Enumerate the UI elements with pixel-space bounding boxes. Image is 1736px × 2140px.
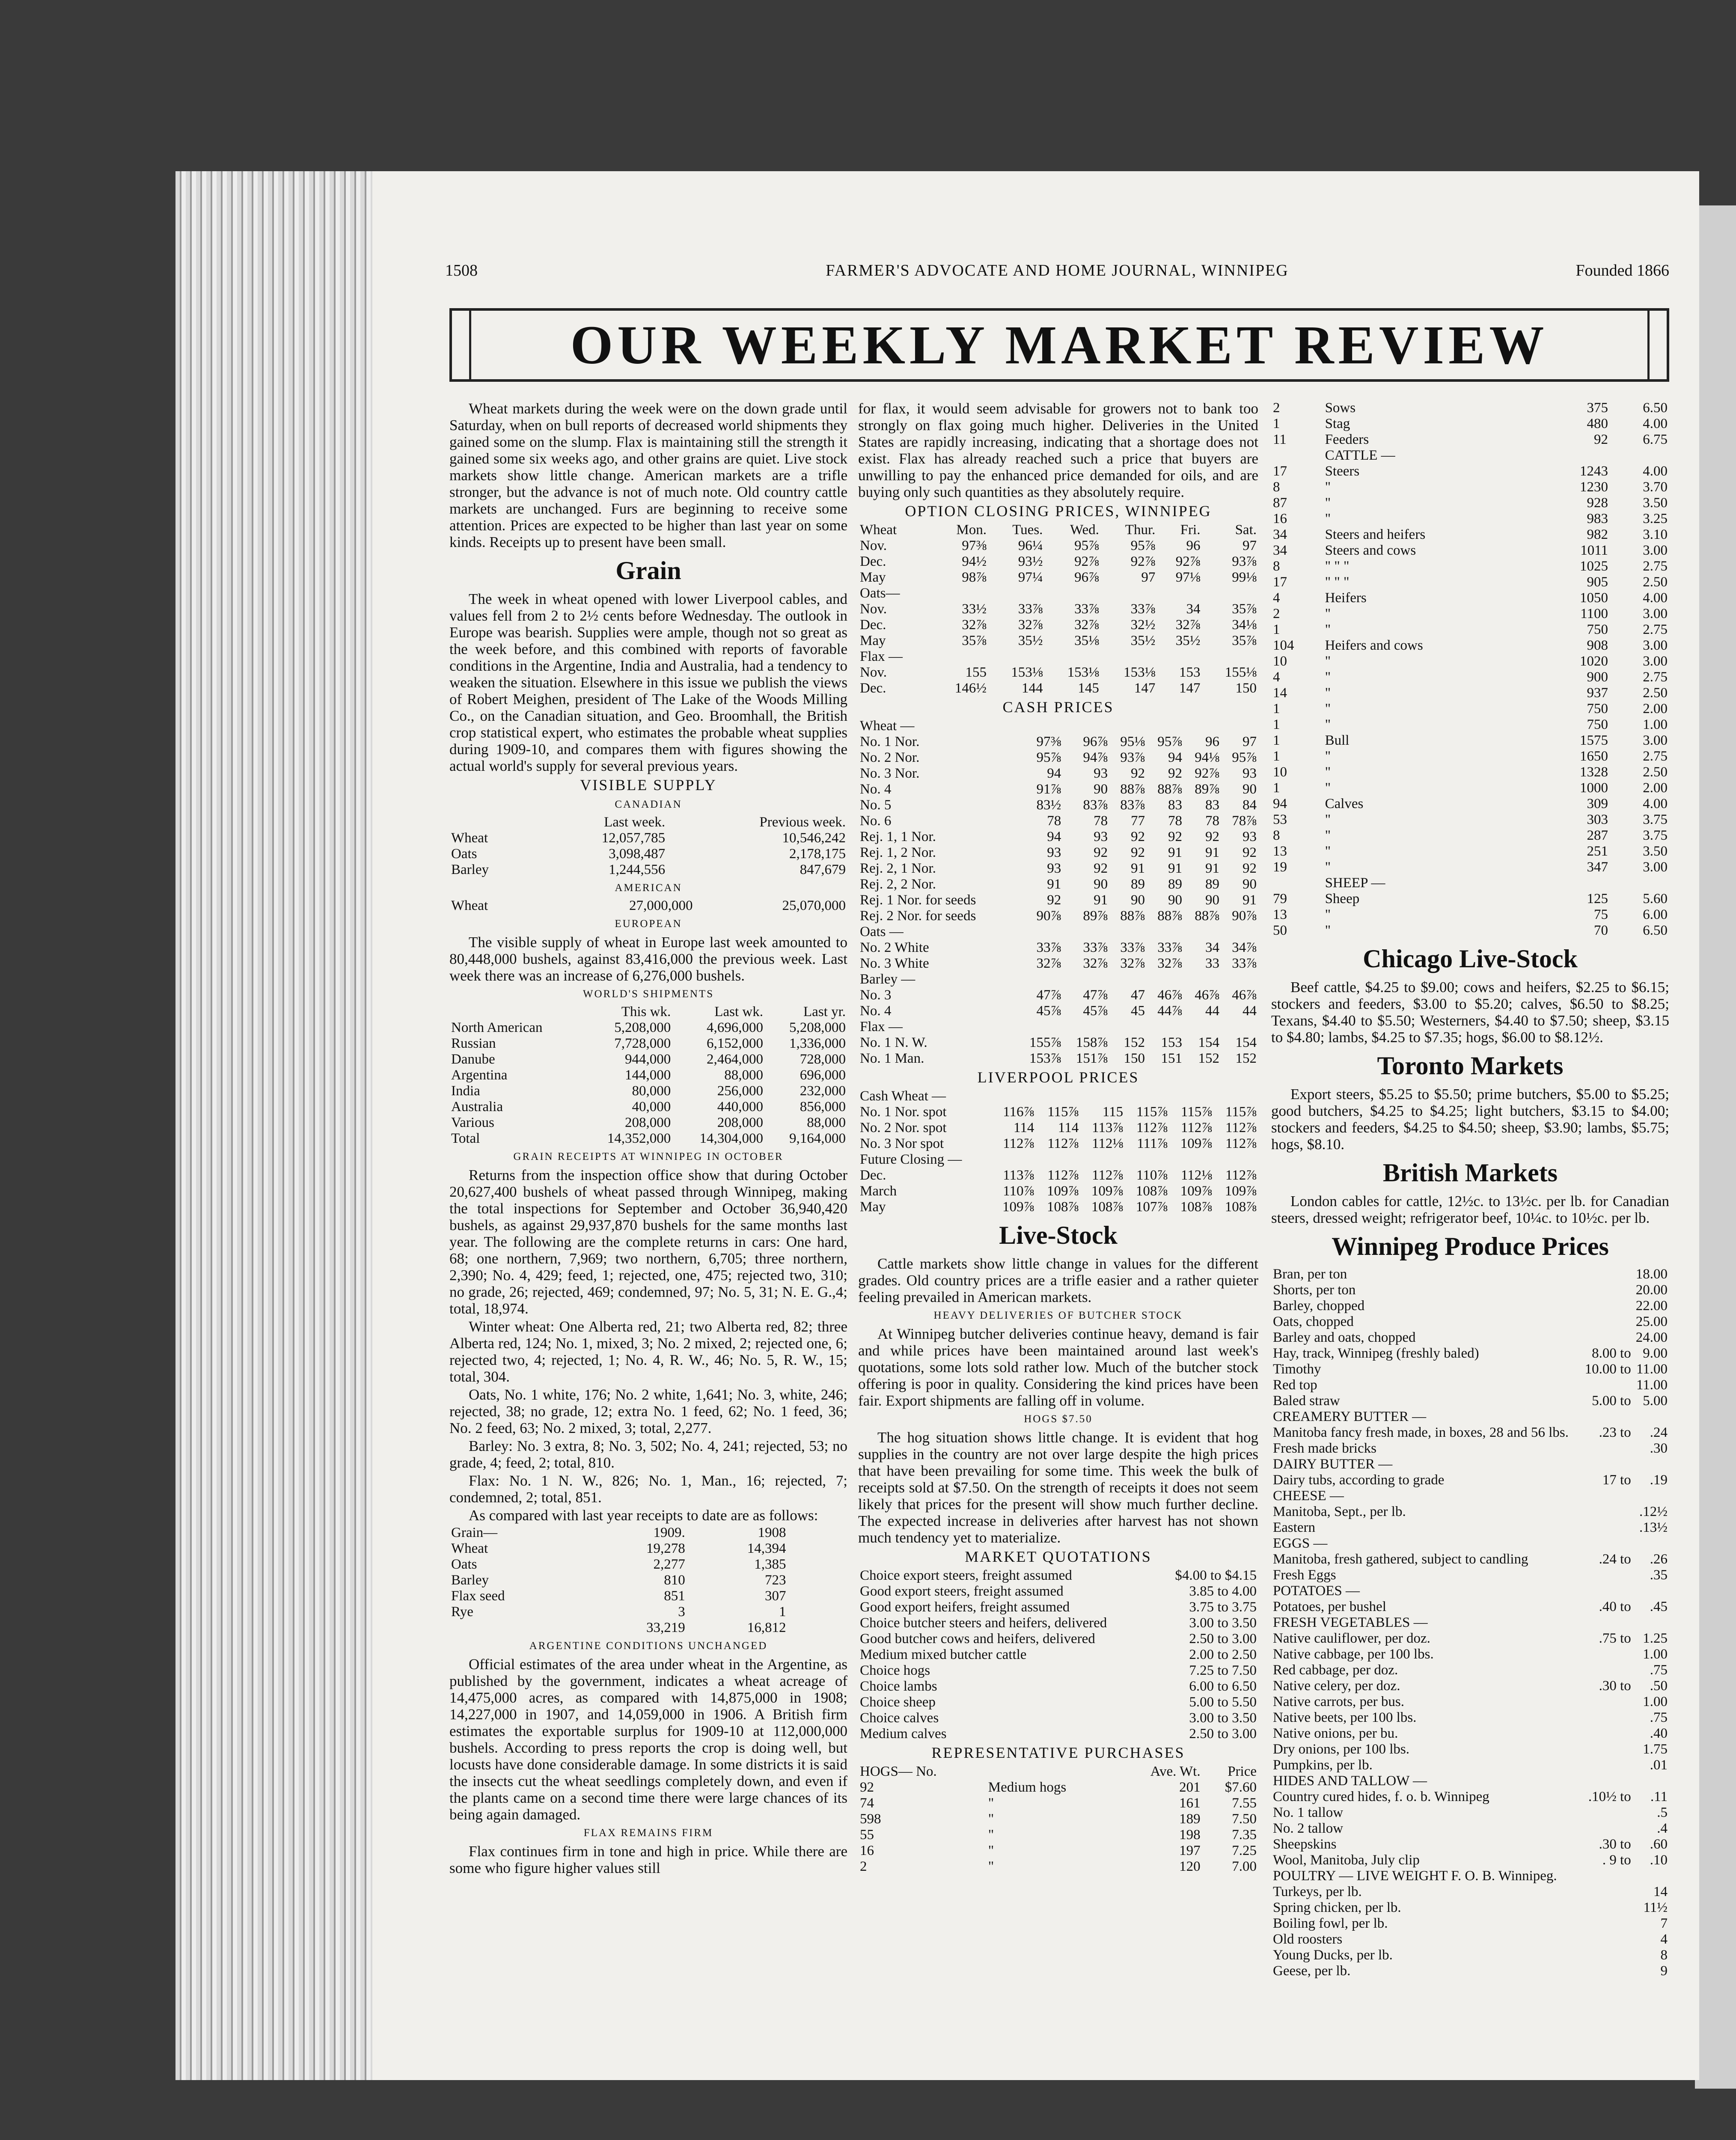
table-row: Oats — — [860, 924, 904, 939]
hogs-label: HOGS $7.50 — [1024, 1413, 1093, 1425]
grain-heading: Grain — [615, 556, 681, 585]
table-row: 4 " 900 2.75 — [1273, 669, 1668, 685]
table-row: Oats, chopped 25.00 — [1273, 1314, 1668, 1329]
table-row: No. 4 91⅞ 90 88⅞ 88⅞ 89⅞ 90 — [860, 782, 1257, 797]
table-row: 79 Sheep 125 5.60 — [1273, 891, 1668, 907]
table-row: Turkeys, per lb. 14 — [1273, 1884, 1668, 1899]
table-row: Future Closing — — [860, 1152, 962, 1167]
running-title: FARMER'S ADVOCATE AND HOME JOURNAL, WINNIPEG — [826, 262, 1289, 279]
table-row: 10 " 1328 2.50 — [1273, 764, 1668, 780]
compared-paragraph: As compared with last year receipts to date are as follows: — [469, 1507, 818, 1524]
table-row: May 109⅞ 108⅞ 108⅞ 107⅞ 108⅞ 108⅞ — [860, 1199, 1257, 1215]
oats-paragraph: Oats, No. 1 white, 176; No. 2 white, 1,641; No. 3, white, 246; rejected, 38; no grade, 12; extra No. 1 feed, 62; No. 1 feed, 36; No. 2 feed, 63; No. 2 mixed, 3; total, 2,277. — [449, 1386, 847, 1436]
british-heading: British Markets — [1382, 1159, 1558, 1187]
table-row: 1 Stag 480 4.00 — [1273, 416, 1668, 431]
table-row: SHEEP — — [1325, 875, 1385, 891]
table-row: No. 2 Nor. spot 114 114 113⅞ 112⅞ 112⅞ 112⅞ — [860, 1120, 1257, 1135]
world-shipments-table: This wk. Last wk. Last yr. North American 5,208,000 4,696,000 5,208,000 Russian 7,728,000 6,152,000 1,336,000 Danube 944,000 2,464,000 728,000 Argentina 144,000 88,000 696,000 India 80,000 256,000 232,000 Australia 40,000 440,000 856,000 Various 208,000 208,000 88,000 Total 14,352,000 14,304,000 9,164,000 — [449, 1004, 847, 1147]
table-row: India 80,000 256,000 232,000 — [451, 1083, 846, 1099]
table-row: 1 " 750 2.00 — [1273, 701, 1668, 716]
table-row: CATTLE — — [1325, 448, 1395, 463]
table-row: Native cabbage, per 100 lbs. 1.00 — [1273, 1647, 1668, 1662]
argentine-paragraph: Official estimates of the area under wheat in the Argentine, as published by the government, indicates a wheat acreage of 14,475,000 acres, as compared with 14,875,000 in 1908; 14,227,000 in 1907, and 14,059,000 in 1906. A British firm estimates the exportable surplus for 1909-10 at 112,000,000 bushels. According to press reports the crop is doing well, but locusts have done considerable damage. In some districts it is said the insects cut the wheat seedlings completely down, and even if the plants came on a second time there were large chances of its being again damaged. — [449, 1656, 847, 1823]
table-row: Rye 3 1 — [451, 1604, 786, 1620]
table-row: Sheepskins .30 to .60 — [1273, 1837, 1668, 1852]
table-row: Spring chicken, per lb. 11½ — [1273, 1900, 1668, 1915]
produce-prices-table — [1271, 1266, 1669, 1979]
table-row: 94 Calves 309 4.00 — [1273, 796, 1668, 811]
barley-paragraph: Barley: No. 3 extra, 8; No. 3, 502; No. 4, 241; rejected, 53; no grade, 4; feed, 2; total, 810. — [449, 1438, 847, 1471]
flax-paragraph: Flax: No. 1 N. W., 826; No. 1, Man., 16; rejected, 7; condemned, 2; total, 851. — [449, 1472, 847, 1506]
grain-paragraph: The week in wheat opened with lower Liverpool cables, and values fell from 2 to 2½ cents before Wednesday. The outlook in Europe was bearish. Supplies were ample, though not so great as the week before, and this combined with reports of favorable conditions in the Argentine, India and Australia, had a tendency to weaken the situation. Elsewhere in this issue we publish the views of Robert Meighen, president of The Lake of the Woods Milling Co., on the Canadian situation, and Geo. Broomhall, the British crop statistical expert, who estimates the probable wheat supplies during 1909-10, and compares them with figures showing the actual world's supply for several previous years. — [449, 591, 847, 774]
column-1 — [449, 400, 847, 1878]
table-row: 8 " 287 3.75 — [1273, 828, 1668, 843]
table-row: Wool, Manitoba, July clip . 9 to .10 — [1273, 1852, 1668, 1868]
table-row: CHEESE — — [1273, 1488, 1344, 1504]
livestock-heading: Live-Stock — [999, 1221, 1118, 1249]
american-label: AMERICAN — [615, 882, 682, 894]
table-row: May 35⅞ 35½ 35⅛ 35½ 35½ 35⅞ — [860, 633, 1257, 648]
table-row: 14 " 937 2.50 — [1273, 685, 1668, 701]
table-row: Flax — — [860, 1019, 903, 1034]
table-row: Native carrots, per bus. 1.00 — [1273, 1694, 1668, 1709]
page-title: OUR WEEKLY MARKET REVIEW — [570, 315, 1549, 375]
table-row: Dry onions, per 100 lbs. 1.75 — [1273, 1742, 1668, 1757]
table-row: Dec. 113⅞ 112⅞ 112⅞ 110⅞ 112⅛ 112⅞ — [860, 1168, 1257, 1183]
table-row: No. 1 N. W. 155⅞ 158⅞ 152 153 154 154 — [860, 1035, 1257, 1050]
cash-prices-heading: CASH PRICES — [1002, 698, 1114, 716]
table-row: FRESH VEGETABLES — — [1273, 1615, 1428, 1630]
table-row: Choice butcher steers and heifers, delivered 3.00 to 3.50 — [860, 1615, 1257, 1631]
table-row: Rej. 1, 2 Nor. 93 92 92 91 91 92 — [860, 845, 1257, 860]
table-row: 1 " 1650 2.75 — [1273, 749, 1668, 764]
table-row: Dairy tubs, according to grade 17 to .19 — [1273, 1472, 1668, 1488]
table-total-row: 33,219 16,812 — [646, 1620, 786, 1635]
table-row: Wheat — — [860, 718, 915, 734]
table-row: EGGS — — [1273, 1536, 1328, 1551]
table-row: Argentina 144,000 88,000 696,000 — [451, 1067, 846, 1083]
chicago-paragraph: Beef cattle, $4.25 to $9.00; cows and heifers, $2.25 to $6.15; stockers and feeders, $3.00 to $5.20; calves, $6.50 to $8.25; Texans, $4.40 to $5.50; Westerners, $4.40 to $7.50; sheep, $3.15 to $4.80; lambs, $4.25 to $7.35; hogs, $6.00 to $8.12½. — [1271, 979, 1669, 1046]
receipts-paragraph: Returns from the inspection office show that during October 20,627,400 bushels of wheat passed through Winnipeg, making the total inspections for September and October 36,940,420 bushels, as against 29,937,870 bushels for the same months last year. The following are the complete returns in cars: One hard, 68; one northern, 7,969; two northern, 6,705; three northern, 2,390; No. 4, 429; feed, 1; rejected, one, 475; rejected two, 310; no grade, 26; rejected, 469; condemned, 97; No. 5, 31; N. E. G.,4; total, 18,974. — [449, 1167, 847, 1317]
table-row: Flax seed 851 307 — [451, 1588, 786, 1604]
table-row: No. 1 Nor. spot 116⅞ 115⅞ 115 115⅞ 115⅞ 115⅞ — [860, 1104, 1257, 1120]
table-row: 2 " 1100 3.00 — [1273, 606, 1668, 621]
visible-supply-heading: VISIBLE SUPPLY — [580, 776, 717, 794]
founded-note: Founded 1866 — [1575, 262, 1669, 279]
winter-wheat-paragraph: Winter wheat: One Alberta red, 21; two Alberta red, 82; three Alberta red, 124; No. 1, mixed, 3; No. 2 mixed, 2; rejected one, 6; rejected two, 4; rejected, 1; No. 4, R. W., 46; No. 5, R. W., 15; total, 304. — [449, 1318, 847, 1385]
table-row: Barley 1,244,556 847,679 — [451, 862, 846, 877]
table-row: 13 " 251 3.50 — [1273, 844, 1668, 859]
table-row: Baled straw 5.00 to 5.00 — [1273, 1393, 1668, 1409]
receipts-label: GRAIN RECEIPTS AT WINNIPEG IN OCTOBER — [513, 1151, 784, 1162]
table-row: Choice lambs 6.00 to 6.50 — [860, 1679, 1257, 1694]
table-row: Good export heifers, freight assumed 3.75 to 3.75 — [860, 1599, 1257, 1615]
table-row: 1 " 750 2.75 — [1273, 622, 1668, 637]
table-row: Dec. 94½ 93½ 92⅞ 92⅞ 92⅞ 93⅞ — [860, 554, 1257, 569]
table-row: 1 " 750 1.00 — [1273, 717, 1668, 732]
table-row: 2 " 120 7.00 — [860, 1859, 1257, 1874]
option-prices-table: Wheat Mon. Tues. Wed. Thur. Fri. Sat. Nov. 97⅜ 96¼ 95⅞ 95⅞ 96 97 Dec. 94½ 93½ 92⅞ 92⅞ 92⅞ 93⅞ May 98⅞ 97¼ 96⅞ 97 97⅛ 99⅛ Oats— Nov. 33½ 33⅞ 33⅞ 33⅞ 34 35⅞ Dec. 32⅞ 32⅞ 32⅞ 32½ 32⅞ 34⅛ May 35⅞ 35½ 35⅛ 35½ 35½ 35⅞ Flax — Nov. 155 153⅛ 153⅛ 153⅛ 153 155⅛ Dec. 146½ 144 145 147 147 150 — [858, 522, 1258, 696]
table-row: No. 2 White 33⅞ 33⅞ 33⅞ 33⅞ 34 34⅞ — [860, 940, 1257, 955]
toronto-heading: Toronto Markets — [1377, 1052, 1564, 1080]
table-row: Red top 11.00 — [1273, 1377, 1668, 1393]
flax-continued-paragraph: for flax, it would seem advisable for growers not to bank too strongly on flax going much higher. Deliveries in the United States are rapidly increasing, indicating that a shortage does not exist. Flax has already reached such a price that buyers are unwilling to pay the enhanced price demanded for oils, and are buying only such quantities as they absolutely require. — [858, 400, 1258, 500]
table-row: Oats— — [860, 586, 900, 601]
table-row: Choice hogs 7.25 to 7.50 — [860, 1663, 1257, 1678]
table-row: Nov. 97⅜ 96¼ 95⅞ 95⅞ 96 97 — [860, 538, 1257, 553]
table-row: Red cabbage, per doz. .75 — [1273, 1662, 1668, 1678]
intro-paragraph: Wheat markets during the week were on the down grade until Saturday, when on bull reports of decreased world shipments they gained some on the slump. Flax is maintaining still the strength it gained some six weeks ago, and other grains are quiet. Live stock markets show little change. American markets are a trifle stronger, but the advance is not of much note. Old country cattle markets are unchanged. Furs are beginning to receive some attention. Prices are expected to be higher than last year on some kinds. Receipts up to present have been small. — [449, 400, 847, 550]
table-row: Native onions, per bu. .40 — [1273, 1726, 1668, 1741]
table-total-row: Total 14,352,000 14,304,000 9,164,000 — [451, 1131, 846, 1146]
table-row: 53 " 303 3.75 — [1273, 812, 1668, 827]
table-row: Old roosters 4 — [1273, 1932, 1668, 1947]
table-row: Rej. 1 Nor. for seeds 92 91 90 90 90 91 — [860, 892, 1257, 908]
table-row: Manitoba, Sept., per lb. .12½ — [1273, 1504, 1668, 1519]
title-banner — [449, 308, 1669, 382]
table-row: 11 Feeders 92 6.75 — [1273, 432, 1668, 447]
table-row: Nov. 33½ 33⅞ 33⅞ 33⅞ 34 35⅞ — [860, 601, 1257, 617]
representative-purchases-table: HOGS— No. Ave. Wt. Price 92 Medium hogs 201 $7.60 74 " 161 7.55 598 " 189 7.50 55 " 198 7.35 16 " 197 7.25 2 " 120 7.00 — [858, 1764, 1258, 1875]
table-row: 13 " 75 6.00 — [1273, 907, 1668, 922]
table-row: 1 " 1000 2.00 — [1273, 780, 1668, 796]
table-row: 10 " 1020 3.00 — [1273, 654, 1668, 669]
table-row: No. 3 White 32⅞ 32⅞ 32⅞ 32⅞ 33 33⅞ — [860, 956, 1257, 971]
table-row: Young Ducks, per lb. 8 — [1273, 1947, 1668, 1963]
table-row: No. 2 tallow .4 — [1273, 1821, 1668, 1836]
table-row: 8 " 1230 3.70 — [1273, 479, 1668, 495]
table-row: Russian 7,728,000 6,152,000 1,336,000 — [451, 1036, 846, 1051]
table-row: Barley and oats, chopped 24.00 — [1273, 1330, 1668, 1345]
table-row: 92 Medium hogs 201 $7.60 — [860, 1780, 1257, 1795]
column-3 — [1271, 400, 1669, 1979]
table-row: 87 " 928 3.50 — [1273, 495, 1668, 511]
table-row: POULTRY — LIVE WEIGHT F. O. B. Winnipeg. — [1273, 1868, 1557, 1884]
table-row: No. 4 45⅞ 45⅞ 45 44⅞ 44 44 — [860, 1003, 1257, 1019]
table-row: HIDES AND TALLOW — — [1273, 1773, 1427, 1789]
table-row: 16 " 197 7.25 — [860, 1843, 1257, 1858]
table-row: Eastern .13½ — [1273, 1520, 1668, 1535]
option-prices-heading: OPTION CLOSING PRICES, WINNIPEG — [905, 502, 1212, 520]
table-row: No. 1 tallow .5 — [1273, 1805, 1668, 1820]
table-row: Rej. 2, 1 Nor. 93 92 91 91 91 92 — [860, 861, 1257, 876]
table-row: Fresh Eggs .35 — [1273, 1567, 1668, 1583]
representative-purchases-heading: REPRESENTATIVE PURCHASES — [931, 1744, 1185, 1761]
table-row: No. 5 83½ 83⅞ 83⅞ 83 83 84 — [860, 797, 1257, 813]
table-row: 74 " 161 7.55 — [860, 1795, 1257, 1811]
page-header — [445, 261, 1669, 287]
table-row: No. 1 Nor. 97⅜ 96⅞ 95⅛ 95⅞ 96 97 — [860, 734, 1257, 749]
table-row: Nov. 155 153⅛ 153⅛ 153⅛ 153 155⅛ — [860, 665, 1257, 680]
table-row: Manitoba fancy fresh made, in boxes, 28 and 56 lbs. .23 to .24 — [1273, 1425, 1668, 1440]
stock-purchases-table — [1271, 400, 1669, 939]
table-row: No. 2 Nor. 95⅞ 94⅞ 93⅞ 94 94⅛ 95⅞ — [860, 750, 1257, 765]
table-row: Australia 40,000 440,000 856,000 — [451, 1099, 846, 1115]
table-row: Pumpkins, per lb. .01 — [1273, 1757, 1668, 1773]
table-row: 34 Steers and cows 1011 3.00 — [1273, 543, 1668, 558]
table-row: Cash Wheat — — [860, 1088, 946, 1104]
table-row: 4 Heifers 1050 4.00 — [1273, 590, 1668, 606]
table-row: No. 3 Nor. 94 93 92 92 92⅞ 93 — [860, 766, 1257, 781]
british-paragraph: London cables for cattle, 12½c. to 13½c. per lb. for Canadian steers, dressed weight; refrigerator beef, 10¼c. to 10½c. per lb. — [1271, 1193, 1669, 1226]
table-row: Boiling fowl, per lb. 7 — [1273, 1916, 1668, 1931]
table-row: Wheat 27,000,000 25,070,000 — [451, 898, 846, 913]
table-row: Native cauliflower, per doz. .75 to 1.25 — [1273, 1631, 1668, 1646]
toronto-paragraph: Export steers, $5.25 to $5.50; prime butchers, $5.00 to $5.25; good butchers, $4.25 to $4.25; light butchers, $3.15 to $4.00; stockers and feeders, $4.25 to $4.50; sheep, $3.90; lambs, $5.75; hogs, $8.10. — [1271, 1086, 1669, 1153]
table-row: Wheat 19,278 14,394 — [451, 1541, 786, 1556]
table-row: Medium calves 2.50 to 3.00 — [860, 1726, 1257, 1742]
table-row: 17 " " " 905 2.50 — [1273, 574, 1668, 590]
liverpool-heading: LIVERPOOL PRICES — [977, 1069, 1139, 1086]
table-row: POTATOES — — [1273, 1583, 1360, 1599]
table-row: Barley 810 723 — [451, 1572, 786, 1588]
table-row: 19 " 347 3.00 — [1273, 859, 1668, 875]
book-right-edge — [1695, 205, 1736, 2089]
table-row: May 98⅞ 97¼ 96⅞ 97 97⅛ 99⅛ — [860, 570, 1257, 585]
table-row: Choice export steers, freight assumed $4.00 to $4.15 — [860, 1568, 1257, 1583]
table-row: Hay, track, Winnipeg (freshly baled) 8.00 to 9.00 — [1273, 1346, 1668, 1361]
flax-firm-label: FLAX REMAINS FIRM — [583, 1827, 713, 1839]
table-row: 55 " 198 7.35 — [860, 1827, 1257, 1843]
table-row: Medium mixed butcher cattle 2.00 to 2.50 — [860, 1647, 1257, 1662]
table-row: 598 " 189 7.50 — [860, 1811, 1257, 1827]
table-row: Native celery, per doz. .30 to .50 — [1273, 1678, 1668, 1694]
table-row: Timothy 10.00 to 11.00 — [1273, 1361, 1668, 1377]
table-row: March 110⅞ 109⅞ 109⅞ 108⅞ 109⅞ 109⅞ — [860, 1183, 1257, 1199]
table-row: Shorts, per ton 20.00 — [1273, 1282, 1668, 1298]
table-row: Manitoba, fresh gathered, subject to candling .24 to .26 — [1273, 1552, 1668, 1567]
table-row: Good export steers, freight assumed 3.85 to 4.00 — [860, 1584, 1257, 1599]
table-row: 8 " " " 1025 2.75 — [1273, 559, 1668, 574]
table-row: Oats 2,277 1,385 — [451, 1557, 786, 1572]
canadian-label: CANADIAN — [615, 799, 682, 810]
table-row: No. 3 Nor spot 112⅞ 112⅞ 112⅛ 111⅞ 109⅞ 112⅞ — [860, 1136, 1257, 1151]
table-row: 16 " 983 3.25 — [1273, 511, 1668, 526]
flax-firm-paragraph: Flax continues firm in tone and high in price. While there are some who figure higher values still — [449, 1843, 847, 1876]
table-row: 17 Steers 1243 4.00 — [1273, 464, 1668, 479]
newspaper-page — [372, 171, 1699, 2080]
table-row: Dec. 146½ 144 145 147 147 150 — [860, 681, 1257, 696]
column-2 — [858, 400, 1258, 1875]
table-row: North American 5,208,000 4,696,000 5,208,000 — [451, 1020, 846, 1035]
american-table — [449, 898, 847, 914]
table-row: Dec. 32⅞ 32⅞ 32⅞ 32½ 32⅞ 34⅛ — [860, 617, 1257, 633]
table-row: Geese, per lb. 9 — [1273, 1963, 1668, 1979]
table-row: Oats 3,098,487 2,178,175 — [451, 846, 846, 862]
book-page-edges — [175, 171, 377, 2080]
table-row: No. 3 47⅞ 47⅞ 47 46⅞ 46⅞ 46⅞ — [860, 987, 1257, 1003]
table-row: 34 Steers and heifers 982 3.10 — [1273, 527, 1668, 542]
table-row: Rej. 2, 2 Nor. 91 90 89 89 89 90 — [860, 877, 1257, 892]
table-row: 1 Bull 1575 3.00 — [1273, 733, 1668, 748]
table-row: Choice calves 3.00 to 3.50 — [860, 1710, 1257, 1726]
argentine-label: ARGENTINE CONDITIONS UNCHANGED — [529, 1640, 768, 1652]
hogs-paragraph: The hog situation shows little change. It is evident that hog supplies in the country are not over large despite the high prices that have been prevailing for some time. This week the bulk of receipts sold at $7.50. On the strength of receipts it does not seem likely that prices for the present will show much further decline. The expected increase in deliveries after harvest has not shown much tendency yet to materialize. — [858, 1429, 1258, 1546]
table-row: No. 6 78 78 77 78 78 78⅞ — [860, 813, 1257, 829]
table-row: Choice sheep 5.00 to 5.50 — [860, 1694, 1257, 1710]
table-row: DAIRY BUTTER — — [1273, 1456, 1393, 1472]
european-label: EUROPEAN — [615, 918, 682, 930]
table-row: No. 1 Man. 153⅞ 151⅞ 150 151 152 152 — [860, 1051, 1257, 1066]
comparison-table: Grain— 1909. 1908 Wheat 19,278 14,394 Oats 2,277 1,385 Barley 810 723 Flax seed 851 307 Rye 3 1 33,219 16,812 — [449, 1525, 788, 1636]
table-row: 50 " 70 6.50 — [1273, 923, 1668, 938]
liverpool-table — [858, 1088, 1258, 1215]
table-row: CREAMERY BUTTER — — [1273, 1409, 1427, 1424]
table-row: Bran, per ton 18.00 — [1273, 1266, 1668, 1282]
market-quotations-table — [858, 1568, 1258, 1742]
world-shipments-label: WORLD'S SHIPMENTS — [583, 988, 714, 1000]
chicago-heading: Chicago Live-Stock — [1363, 945, 1578, 973]
table-row: 2 Sows 375 6.50 — [1273, 400, 1668, 416]
market-quotations-heading: MARKET QUOTATIONS — [965, 1548, 1152, 1565]
table-row: Danube 944,000 2,464,000 728,000 — [451, 1052, 846, 1067]
produce-heading: Winnipeg Produce Prices — [1332, 1232, 1609, 1260]
table-row: 104 Heifers and cows 908 3.00 — [1273, 638, 1668, 653]
table-row: Potatoes, per bushel .40 to .45 — [1273, 1599, 1668, 1614]
table-row: Fresh made bricks .30 — [1273, 1441, 1668, 1456]
visible-supply-table: Last week. Previous week. Wheat 12,057,785 10,546,242 Oats 3,098,487 2,178,175 Barley 1,244,556 847,679 — [449, 814, 847, 878]
table-row: Good butcher cows and heifers, delivered 2.50 to 3.00 — [860, 1631, 1257, 1647]
table-row: Country cured hides, f. o. b. Winnipeg .10½ to .11 — [1273, 1789, 1668, 1804]
butcher-paragraph: At Winnipeg butcher deliveries continue heavy, demand is fair and while prices have been maintained around last week's quotations, some lots sold rather low. Much of the butcher stock offering is poor in quality. Considering the kind prices have been fair. Export shipments are falling off in volume. — [858, 1326, 1258, 1409]
european-paragraph: The visible supply of wheat in Europe last week amounted to 80,448,000 bushels, against 83,416,000 the previous week. Last week there was an increase of 6,276,000 bushels. — [449, 934, 847, 984]
table-row: Various 208,000 208,000 88,000 — [451, 1115, 846, 1130]
table-row: Flax — — [860, 649, 903, 664]
table-row: Barley, chopped 22.00 — [1273, 1298, 1668, 1314]
table-row: Barley — — [860, 972, 916, 987]
table-row: Native beets, per 100 lbs. .75 — [1273, 1710, 1668, 1725]
cash-prices-table — [858, 718, 1258, 1067]
livestock-paragraph: Cattle markets show little change in values for the different grades. Old country prices are a trifle easier and a rather quieter feeling prevailed in American markets. — [858, 1255, 1258, 1305]
table-row: Rej. 1, 1 Nor. 94 93 92 92 92 93 — [860, 829, 1257, 844]
butcher-label: HEAVY DELIVERIES OF BUTCHER STOCK — [933, 1310, 1183, 1321]
page-number: 1508 — [445, 262, 478, 279]
table-row: Rej. 2 Nor. for seeds 90⅞ 89⅞ 88⅞ 88⅞ 88⅞ 90⅞ — [860, 908, 1257, 924]
table-row: Wheat 12,057,785 10,546,242 — [451, 830, 846, 846]
